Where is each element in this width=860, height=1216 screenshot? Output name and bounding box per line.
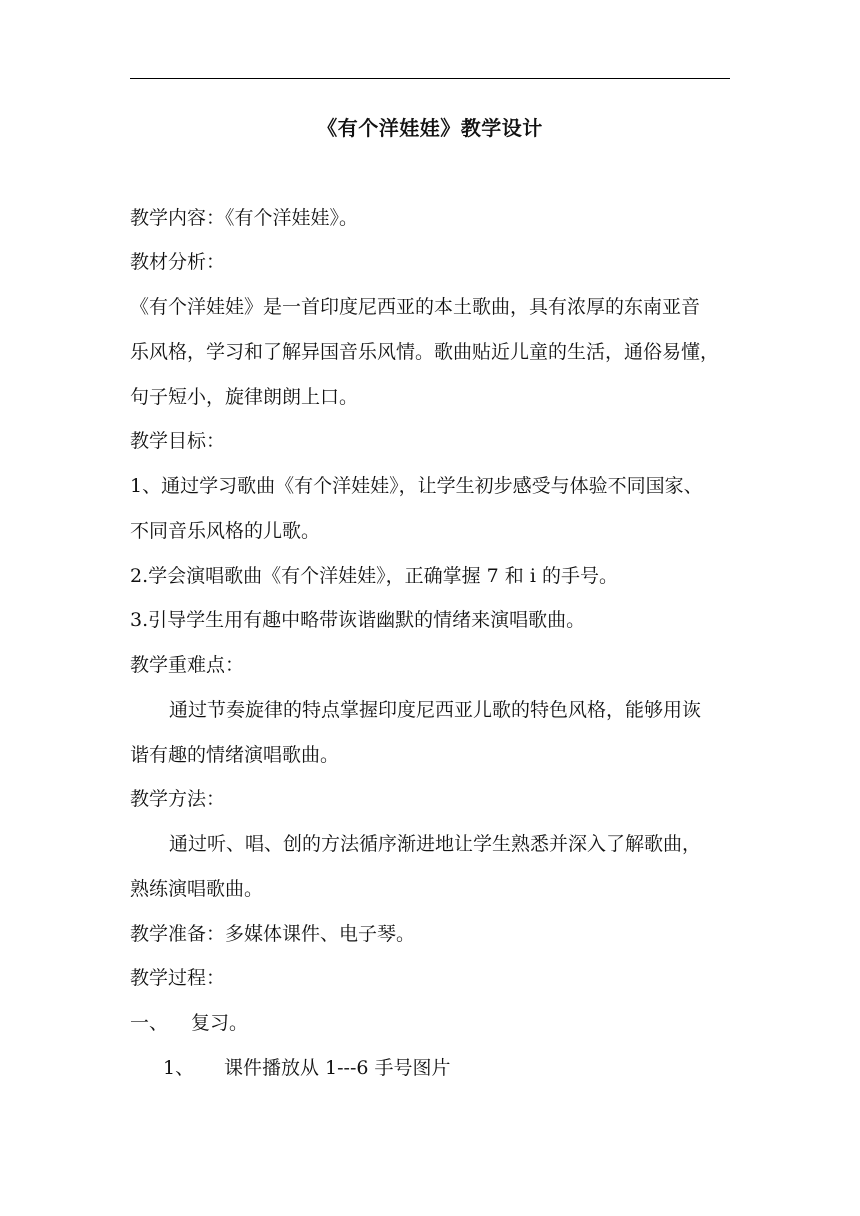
analysis-heading: 教材分析： (130, 251, 226, 273)
step-1-label: 复习。 (191, 1012, 249, 1034)
document-title: 《有个洋娃娃》教学设计 (317, 116, 543, 140)
analysis-line-3: 句子短小，旋律朗朗上口。 (130, 386, 359, 408)
analysis-line-1: 《有个洋娃娃》是一首印度尼西亚的本土歌曲，具有浓厚的东南亚音 (130, 296, 701, 318)
teaching-content-line: 教学内容：《有个洋娃娃》。 (130, 207, 359, 229)
sub-step-1-label: 课件播放从 1---6 手号图片 (224, 1057, 451, 1079)
preparation-line: 教学准备：多媒体课件、电子琴。 (130, 923, 416, 945)
method-line-2: 熟练演唱歌曲。 (130, 878, 264, 900)
analysis-line-2: 乐风格，学习和了解异国音乐风情。歌曲贴近儿童的生活，通俗易懂， (130, 341, 720, 363)
goal-3: 3.引导学生用有趣中略带诙谐幽默的情绪来演唱歌曲。 (130, 609, 586, 631)
method-heading: 教学方法： (130, 788, 226, 810)
key-points-line-1: 通过节奏旋律的特点掌握印度尼西亚儿歌的特色风格，能够用诙 (169, 699, 702, 721)
goals-heading: 教学目标： (130, 430, 226, 452)
key-points-heading: 教学重难点： (130, 654, 245, 676)
process-heading: 教学过程： (130, 967, 226, 989)
method-line-1: 通过听、唱、创的方法循序渐进地让学生熟悉并深入了解歌曲， (169, 833, 702, 855)
step-1 (130, 1003, 750, 1043)
key-points-line-2: 谐有趣的情绪演唱歌曲。 (130, 744, 340, 766)
goal-1-line-1: 1、通过学习歌曲《有个洋娃娃》，让学生初步感受与体验不同国家、 (130, 475, 703, 497)
sub-step-1-marker: 1、 (163, 1057, 195, 1079)
goal-2: 2.学会演唱歌曲《有个洋娃娃》，正确掌握 7 和 i 的手号。 (130, 565, 618, 587)
header-rule (130, 78, 730, 79)
goal-1-line-2: 不同音乐风格的儿歌。 (130, 520, 321, 542)
sub-step-1 (163, 1048, 783, 1088)
step-1-marker: 一、 (130, 1012, 169, 1034)
